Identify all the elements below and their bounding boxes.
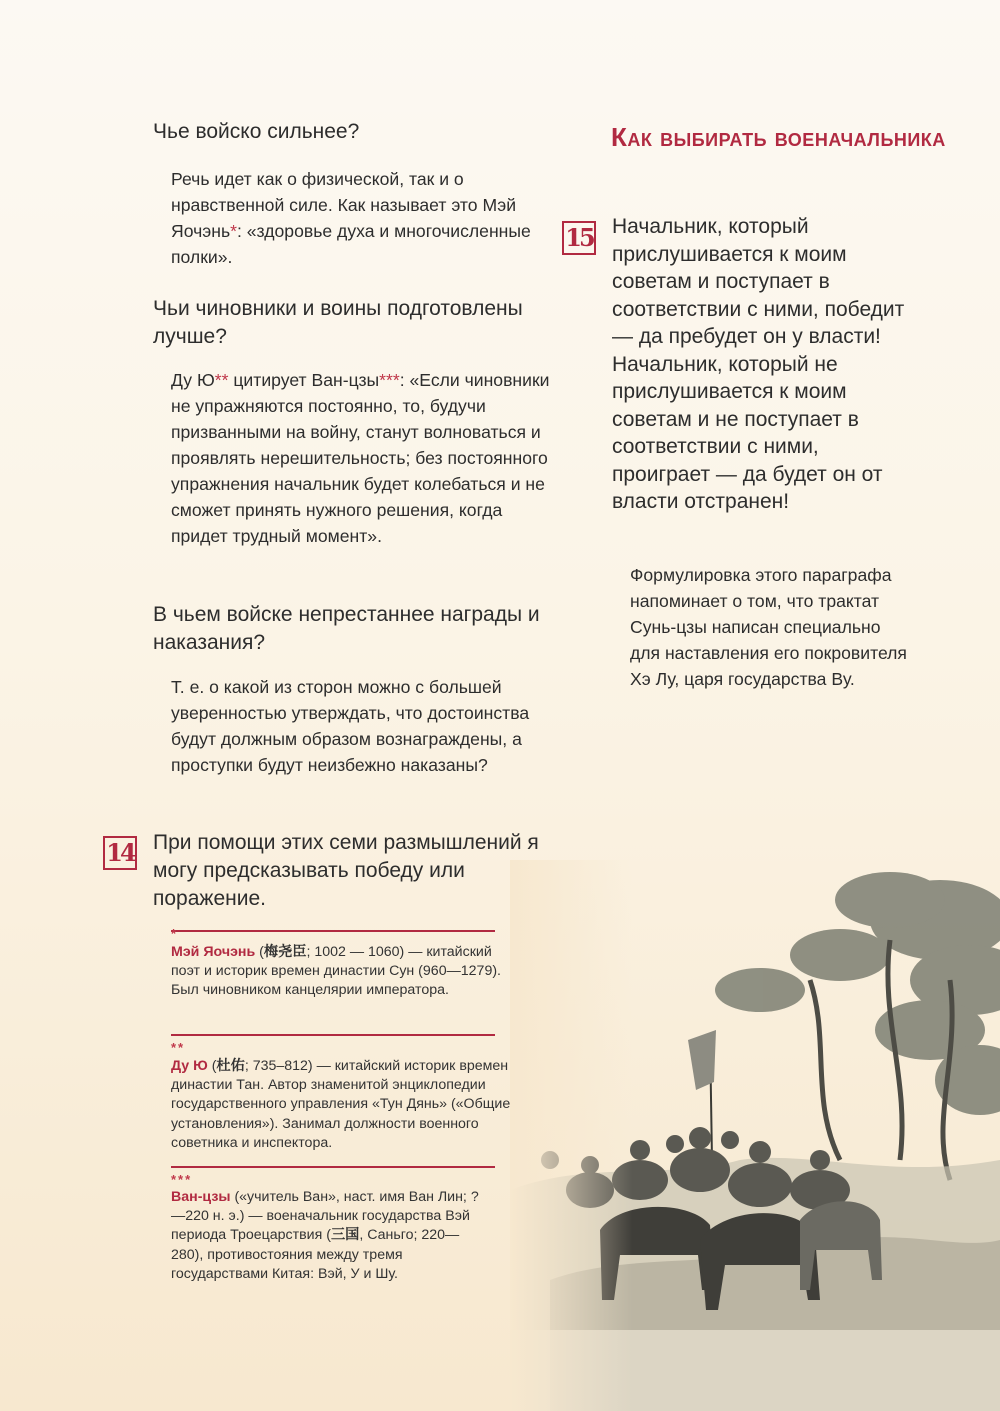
paragraph-14-text: При помощи этих семи размышлений я могу предсказывать победу или поражение.	[153, 831, 539, 910]
footnote-name: Ду Ю	[171, 1058, 208, 1074]
footnote-text: ; 735–812) — китайский историк времен династии Тан. Автор знаменитой энциклопедии государственного управления «Тун Дянь» («Общие установления»). Занимал должности военного советника и инспектора.	[171, 1058, 511, 1151]
footnote-ref-3[interactable]: ***	[379, 370, 400, 390]
commentary-training	[171, 367, 556, 549]
footnote-hanzi: 梅尧臣	[263, 944, 307, 960]
section-heading: Как выбирать военачальника	[611, 122, 946, 152]
commentary-army-strength	[171, 166, 531, 270]
footnote-name: Ван-цзы	[171, 1189, 231, 1205]
footnote-text: ; 1002 — 1060) — китайский поэт и историк времен династии Сун (960—1279). Был чиновником канцелярии императора.	[171, 944, 501, 999]
footnote-divider	[171, 930, 495, 932]
footnote-text: , Саньго; 220—280), противостояния между тремя государствами Китая: Вэй, У и Шу.	[171, 1227, 460, 1282]
commentary-text: : «Если чиновники не упражняются постоянно, то, будучи призванными на войну, станут волноваться и проявлять нерешительность; без постоянного упражнения начальник будет колебаться и не сможет принять нужного решения, когда придет трудный момент».	[171, 370, 550, 546]
footnote-du-yu	[171, 1057, 516, 1153]
question-rewards: В чьем войске непрестаннее награды и наказания?	[153, 603, 540, 654]
footnote-marker: ***	[171, 1172, 193, 1187]
commentary-text: : «здоровье духа и многочисленные полки».	[171, 221, 531, 267]
paragraph-15-text: Начальник, который прислушивается к моим советам и поступает в соответствии с ними, победит — да пребудет он у власти! Начальник, который не прислушивается к моим советам и не поступает в соответствии с ними, проиграет — да будет он от власти отстранен!	[612, 215, 905, 513]
footnote-wang-zi	[171, 1188, 481, 1284]
commentary-paragraph-15: Формулировка этого параграфа напоминает о том, что трактат Сунь-цзы написан специально для наставления его покровителя Хэ Лу, царя государства Ву.	[630, 565, 907, 689]
footnote-marker: *	[171, 926, 179, 941]
commentary-text: цитирует Ван-цзы	[228, 370, 380, 390]
footnote-ref-2[interactable]: **	[214, 370, 229, 390]
footnote-text: (	[255, 944, 264, 960]
footnote-text: («учитель Ван», наст. имя Ван Лин; ?—220 н. э.) — военачальник государства Вэй периода Троецарствия (	[171, 1189, 479, 1244]
paragraph-number-14: 14	[103, 836, 137, 870]
footnote-mei-yaochen	[171, 943, 511, 1001]
footnote-divider	[171, 1166, 495, 1168]
footnote-hanzi: 杜佑	[216, 1058, 245, 1074]
footnote-divider	[171, 1034, 495, 1036]
footnote-text: (	[207, 1058, 217, 1074]
ink-painting-illustration	[510, 860, 1000, 1411]
commentary-rewards: Т. е. о какой из сторон можно с большей уверенностью утверждать, что достоинства будут должным образом вознаграждены, а проступки будут неизбежно наказаны?	[171, 677, 530, 775]
fade-overlay	[510, 860, 1000, 1411]
question-training: Чьи чиновники и воины подготовлены лучше?	[153, 297, 523, 348]
question-army-strength: Чье войско сильнее?	[153, 120, 360, 143]
footnote-ref-1[interactable]: *	[230, 221, 237, 241]
paragraph-number-15: 15	[562, 221, 596, 255]
commentary-text: Речь идет как о физической, так и о нравственной силе. Как называет это Мэй Яочэнь	[171, 169, 517, 241]
footnote-marker: **	[171, 1040, 186, 1055]
footnote-name: Мэй Яочэнь	[171, 944, 256, 960]
footnote-hanzi: 三国	[330, 1227, 360, 1244]
commentary-text: Ду Ю	[171, 370, 215, 390]
